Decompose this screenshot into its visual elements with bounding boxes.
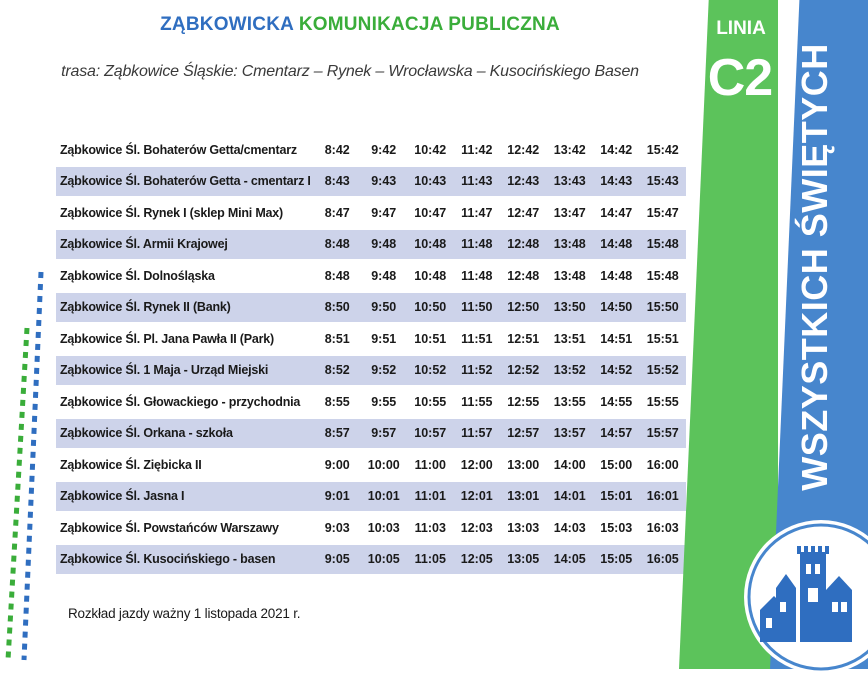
departure-time: 14:43: [593, 167, 640, 197]
departure-time: 11:50: [454, 293, 501, 323]
departure-time: 10:42: [414, 142, 447, 157]
departure-time: 14:03: [553, 520, 586, 535]
departure-time: 9:47: [371, 205, 397, 220]
timetable-body: [56, 135, 686, 574]
stop-name: Ząbkowice Śl. Armii Krajowej: [56, 230, 314, 260]
departure-time: 14:05: [547, 545, 594, 575]
departure-time: 12:42: [507, 142, 540, 157]
departure-time: 9:43: [361, 167, 408, 197]
departure-time: 12:01: [454, 482, 501, 512]
departure-time: 8:50: [314, 293, 361, 323]
table-row: [56, 450, 686, 480]
departure-time: 15:03: [600, 520, 633, 535]
stop-name: Ząbkowice Śl. Kusocińskiego - basen: [56, 545, 314, 575]
route-name: WSZYSTKICH ŚWIĘTYCH: [794, 43, 835, 491]
departure-time: 10:00: [367, 457, 400, 472]
route-description: trasa: Ząbkowice Śląskie: Cmentarz – Rynek – Wrocławska – Kusocińskiego Basen: [61, 63, 639, 80]
departure-time: 16:00: [646, 457, 679, 472]
table-row: [56, 293, 686, 323]
departure-time: 14:47: [600, 205, 633, 220]
departure-time: 9:48: [371, 268, 397, 283]
stop-name: Ząbkowice Śl. Ziębicka II: [60, 457, 202, 472]
departure-time: 10:03: [367, 520, 400, 535]
departure-time: 12:57: [500, 419, 547, 449]
departure-time: 11:48: [461, 268, 493, 283]
timetable: [56, 133, 686, 576]
stop-name: Ząbkowice Śl. Głowackiego - przychodnia: [60, 394, 301, 409]
departure-time: 14:51: [600, 331, 633, 346]
departure-time: 16:05: [640, 545, 687, 575]
departure-time: 12:00: [460, 457, 493, 472]
departure-time: 12:48: [507, 268, 540, 283]
departure-time: 13:43: [547, 167, 594, 197]
departure-time: 9:52: [361, 356, 408, 386]
stop-name: Ząbkowice Śl. Bohaterów Getta/cmentarz: [60, 142, 297, 157]
validity-note: Rozkład jazdy ważny 1 listopada 2021 r.: [68, 606, 301, 621]
table-row: [56, 135, 686, 165]
departure-time: 13:48: [553, 268, 586, 283]
stop-name: Ząbkowice Śl. 1 Maja - Urząd Miejski: [56, 356, 314, 386]
departure-time: 13:57: [547, 419, 594, 449]
stop-name: Ząbkowice Śl. Rynek I (sklep Mini Max): [60, 205, 284, 220]
departure-time: 9:50: [361, 293, 408, 323]
departure-time: 13:05: [500, 545, 547, 575]
departure-time: 15:55: [646, 394, 679, 409]
departure-time: 11:47: [461, 205, 493, 220]
departure-time: 8:48: [314, 230, 361, 260]
departure-time: 10:57: [407, 419, 454, 449]
departure-time: 13:50: [547, 293, 594, 323]
departure-time: 15:00: [600, 457, 633, 472]
departure-time: 15:51: [646, 331, 679, 346]
departure-time: 11:48: [454, 230, 501, 260]
stop-name: Ząbkowice Śl. Pl. Jana Pawła II (Park): [60, 331, 275, 346]
departure-time: 14:00: [553, 457, 586, 472]
title-subtitle: KOMUNIKACJA PUBLICZNA: [298, 14, 560, 35]
departure-time: 8:48: [324, 268, 350, 283]
departure-time: 15:43: [640, 167, 687, 197]
page-title: [0, 14, 720, 36]
decorative-dotted-lines: [0, 0, 60, 669]
departure-time: 10:43: [407, 167, 454, 197]
departure-time: 14:50: [593, 293, 640, 323]
departure-time: 13:48: [547, 230, 594, 260]
departure-time: 10:48: [414, 268, 447, 283]
table-row: [56, 387, 686, 417]
table-row: [56, 198, 686, 228]
departure-time: 13:47: [553, 205, 586, 220]
departure-time: 9:00: [324, 457, 350, 472]
departure-time: 10:50: [407, 293, 454, 323]
table-row: [56, 356, 686, 386]
departure-time: 8:57: [314, 419, 361, 449]
departure-time: 8:42: [324, 142, 350, 157]
departure-time: 11:00: [414, 457, 446, 472]
departure-time: 15:52: [640, 356, 687, 386]
stop-name: Ząbkowice Śl. Bohaterów Getta - cmentarz I: [56, 167, 314, 197]
line-label: LINIA: [716, 18, 766, 39]
departure-time: 11:01: [407, 482, 454, 512]
table-row: [56, 513, 686, 543]
departure-time: 9:48: [361, 230, 408, 260]
departure-time: 9:55: [371, 394, 397, 409]
departure-time: 11:03: [414, 520, 446, 535]
departure-time: 12:50: [500, 293, 547, 323]
departure-time: 15:42: [646, 142, 679, 157]
departure-time: 14:48: [600, 268, 633, 283]
line-code: C2: [707, 49, 773, 107]
stop-name: Ząbkowice Śl. Powstańców Warszawy: [60, 520, 279, 535]
table-row: [56, 482, 686, 512]
stop-name: Ząbkowice Śl. Dolnośląska: [60, 268, 215, 283]
stop-name: Ząbkowice Śl. Jasna I: [56, 482, 314, 512]
table-row: [56, 324, 686, 354]
departure-time: 11:51: [461, 331, 493, 346]
departure-time: 12:43: [500, 167, 547, 197]
departure-time: 15:05: [593, 545, 640, 575]
departure-time: 10:51: [414, 331, 447, 346]
departure-time: 12:03: [460, 520, 493, 535]
departure-time: 11:42: [461, 142, 493, 157]
departure-time: 13:51: [553, 331, 586, 346]
town-hall-tower-icon: [742, 518, 868, 676]
stop-name: Ząbkowice Śl. Rynek II (Bank): [56, 293, 314, 323]
departure-time: 13:03: [507, 520, 540, 535]
departure-time: 8:52: [314, 356, 361, 386]
departure-time: 15:48: [640, 230, 687, 260]
stop-name: Ząbkowice Śl. Orkana - szkoła: [56, 419, 314, 449]
departure-time: 15:48: [646, 268, 679, 283]
table-row: [56, 230, 686, 260]
table-row: [56, 261, 686, 291]
departure-time: 9:57: [361, 419, 408, 449]
departure-time: 12:47: [507, 205, 540, 220]
departure-time: 11:55: [461, 394, 493, 409]
departure-time: 12:55: [507, 394, 540, 409]
departure-time: 12:51: [507, 331, 540, 346]
table-row: [56, 545, 686, 575]
departure-time: 13:00: [507, 457, 540, 472]
departure-time: 11:43: [454, 167, 501, 197]
departure-time: 10:47: [414, 205, 447, 220]
departure-time: 14:55: [600, 394, 633, 409]
departure-time: 10:48: [407, 230, 454, 260]
departure-time: 13:42: [553, 142, 586, 157]
departure-time: 14:52: [593, 356, 640, 386]
departure-time: 16:01: [640, 482, 687, 512]
table-row: [56, 419, 686, 449]
departure-time: 12:05: [454, 545, 501, 575]
departure-time: 10:52: [407, 356, 454, 386]
departure-time: 14:42: [600, 142, 633, 157]
departure-time: 9:51: [371, 331, 397, 346]
departure-time: 10:05: [361, 545, 408, 575]
departure-time: 8:43: [314, 167, 361, 197]
departure-time: 12:48: [500, 230, 547, 260]
departure-time: 13:52: [547, 356, 594, 386]
departure-time: 10:55: [414, 394, 447, 409]
departure-time: 15:50: [640, 293, 687, 323]
departure-time: 9:01: [314, 482, 361, 512]
departure-time: 11:05: [407, 545, 454, 575]
departure-time: 9:05: [314, 545, 361, 575]
table-row: [56, 167, 686, 197]
departure-time: 8:55: [324, 394, 350, 409]
departure-time: 9:42: [371, 142, 397, 157]
departure-time: 14:48: [593, 230, 640, 260]
departure-time: 11:57: [454, 419, 501, 449]
departure-time: 11:52: [454, 356, 501, 386]
title-brand: ZĄBKOWICKA: [160, 14, 294, 35]
departure-time: 8:47: [324, 205, 350, 220]
departure-time: 8:51: [324, 331, 350, 346]
departure-time: 12:52: [500, 356, 547, 386]
departure-time: 15:57: [640, 419, 687, 449]
departure-time: 15:01: [593, 482, 640, 512]
departure-time: 15:47: [646, 205, 679, 220]
departure-time: 10:01: [361, 482, 408, 512]
departure-time: 13:01: [500, 482, 547, 512]
departure-time: 14:57: [593, 419, 640, 449]
departure-time: 9:03: [324, 520, 350, 535]
departure-time: 16:03: [646, 520, 679, 535]
departure-time: 14:01: [547, 482, 594, 512]
departure-time: 13:55: [553, 394, 586, 409]
